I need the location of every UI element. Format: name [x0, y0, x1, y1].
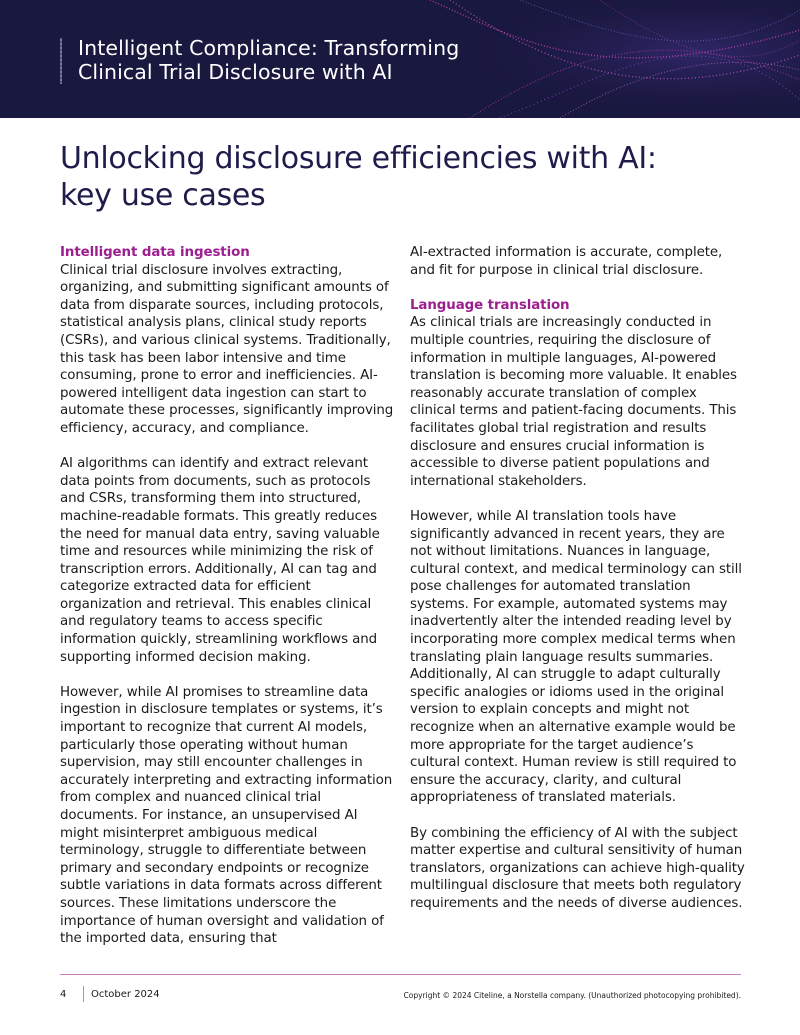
paragraph: As clinical trials are increasingly conducted in multiple countries, requiring the disclosure of information in multiple languages, AI-powered translation is becoming more valuable. It enables reasonably accurate translation of complex clinical terms and patient-facing documents. This facilitates global trial registration and results disclosure and ensures crucial information is accessible to diverse patient populations and international stakeholders.: [410, 315, 737, 489]
footer-copyright: Copyright © 2024 Citeline, a Norstella company. (Unauthorized photocopying prohibited).: [403, 991, 741, 1000]
header-banner: [0, 0, 800, 118]
paragraph: However, while AI translation tools have significantly advanced in recent years, they are not without limitations. Nuances in language, cultural context, and medical terminology can still pose challenges for automated translation systems. For example, automated systems may inadvertently alter the intended reading level by incorporating more complex medical terms when translating plain language results summaries. Additionally, AI can struggle to adapt culturally specific analogies or idioms used in the original version to explain concepts and might not recognize when an alternative example would be more appropriate for the target audience’s cultural context. Human review is still required to ensure the accuracy, clarity, and cultural appropriateness of translated materials.: [410, 508, 742, 806]
document-title: [78, 36, 459, 84]
section-title: [60, 140, 740, 214]
footer-separator: [83, 986, 84, 1002]
footer-date: October 2024: [91, 989, 160, 1000]
paragraph: By combining the efficiency of AI with the subject matter expertise and cultural sensitivity of human translators, organizations can achieve high-quality multilingual disclosure that meets both regulatory requirements and the needs of diverse audiences.: [410, 825, 745, 911]
section-title-line-1: Unlocking disclosure efficiencies with AI:: [60, 141, 657, 176]
banner-dotted-divider: [60, 38, 62, 84]
heading-data-ingestion: Intelligent data ingestion: [60, 245, 250, 260]
paragraph: AI-extracted information is accurate, complete, and fit for purpose in clinical trial disclosure.: [410, 245, 723, 278]
paragraph: However, while AI promises to streamline data ingestion in disclosure templates or systems, it’s important to recognize that current AI models, particularly those operating without human supervision, may still encounter challenges in accurately interpreting and extracting information from complex and nuanced clinical trial documents. For instance, an unsupervised AI might misinterpret ambiguous medical terminology, struggle to differentiate between primary and secondary endpoints or recognize subtle variations in data formats across different sources. These limitations underscore the importance of human oversight and validation of the imported data, ensuring that: [60, 684, 393, 947]
section-title-line-2: key use cases: [60, 178, 266, 213]
paragraph: AI algorithms can identify and extract relevant data points from documents, such as protocols and CSRs, transforming them into structured, machine-readable formats. This greatly reduces the need for manual data entry, saving valuable time and resources while minimizing the risk of transcription errors. Additionally, AI can tag and categorize extracted data for efficient organization and retrieval. This enables clinical and regulatory teams to access specific information quickly, streamlining workflows and supporting informed decision making.: [60, 456, 380, 665]
right-column: [410, 244, 745, 930]
document-title-line-2: Clinical Trial Disclosure with AI: [78, 60, 393, 84]
document-title-line-1: Intelligent Compliance: Transforming: [78, 36, 460, 60]
page-number: 4: [60, 989, 67, 1000]
paragraph: Clinical trial disclosure involves extracting, organizing, and submitting significant amounts of data from disparate sources, including protocols, statistical analysis plans, clinical study reports (CSRs), and various clinical systems. Traditionally, this task has been labor intensive and time consuming, prone to error and inefficiencies. AI-powered intelligent data ingestion can start to automate these processes, significantly improving efficiency, accuracy, and compliance.: [60, 262, 394, 436]
footer-divider: [60, 974, 741, 975]
left-column: [60, 244, 395, 965]
heading-language-translation: Language translation: [410, 297, 570, 313]
